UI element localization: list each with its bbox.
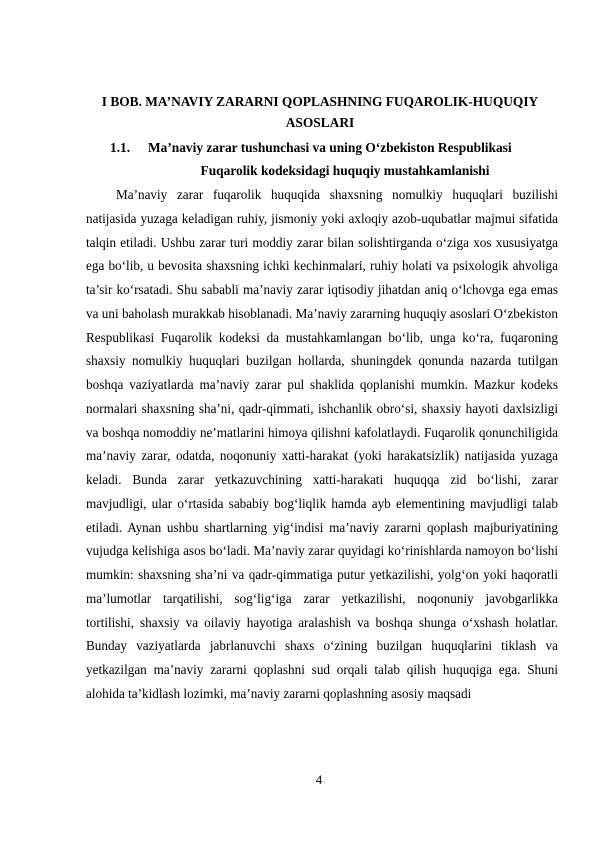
page-number: 4 [315, 772, 323, 787]
body-paragraph: Ma’naviy zarar fuqarolik huquqida shaxsning nomulkiy huquqlari buzilishi natijasida yuzaga keladigan ruhiy, jismoniy yoki axloqiy azob-uqubatlar majmui sifatida talqin etiladi. Ushbu zarar turi moddiy zarar bilan solishtirganda o‘ziga xos xususiyatga ega bo‘lib, u bevosita shaxsning ichki kechinmalari, ruhiy holati va psixologik ahvoliga ta’sir ko‘rsatadi. Shu sababli ma’naviy zarar iqtisodiy jihatdan aniq o‘lchovga ega emas va uni baholash murakkab hisoblanadi. Ma’naviy zararning huquqiy asoslari O‘zbekiston Respublikasi Fuqarolik kodeksi da mustahkamlangan bo‘lib, unga ko‘ra, fuqaroning shaxsiy nomulkiy huquqlari buzilgan hollarda, shuningdek qonunda nazarda tutilgan boshqa vaziyatlarda ma’naviy zarar pul shaklida qoplanishi mumkin. Mazkur kodeks normalari shaxsning sha’ni, qadr-qimmati, ishchanlik obro‘si, shaxsiy hayoti daxlsizligi va boshqa nomoddiy ne’matlarini himoya qilishni kafolatlaydi. Fuqarolik qonunchiligida ma’naviy zarar, odatda, noqonuniy xatti-harakat (yoki harakatsizlik) natijasida yuzaga keladi. Bunda zarar yetkazuvchining xatti-harakati huquqqa zid bo‘lishi, zarar mavjudligi, ular o‘rtasida sababiy bog‘liqlik hamda ayb elementining mavjudligi talab etiladi. Aynan ushbu shartlarning yig‘indisi ma’naviy zararni qoplash majburiyatining vujudga kelishiga asos bo‘ladi. Ma’naviy zarar quyidagi ko‘rinishlarda namoyon bo‘lishi mumkin: shaxsning sha’ni va qadr-qimmatiga putur yetkazilishi, yolg‘on yoki haqoratli ma’lumotlar tarqatilishi, sog‘lig‘iga zarar yetkazilishi, noqonuniy javobgarlikka tortilishi, shaxsiy va oilaviy hayotiga aralashish va boshqa shunga o‘xshash holatlar. Bunday vaziyatlarda jabrlanuvchi shaxs o‘zining buzilgan huquqlarini tiklash va yetkazilgan ma’naviy zararni qoplashni sud orqali talab qilish huquqiga ega. Shuni alohida ta’kidlash lozimki, ma’naviy zararni qoplashning asosiy maqsadi [86, 187, 558, 701]
section-title-line-1: Ma’naviy zarar tushunchasi va uning O‘zbekiston Respublikasi [148, 140, 512, 155]
chapter-title: I BOB. MA’NAVIY ZARARNI QOPLASHNING FUQAROLIK-HUQUQIY ASOSLARI [101, 94, 539, 130]
section-number: 1.1. [110, 140, 131, 155]
section-title-line-2: Fuqarolik kodeksidagi huquqiy mustahkamlanishi [200, 163, 490, 178]
